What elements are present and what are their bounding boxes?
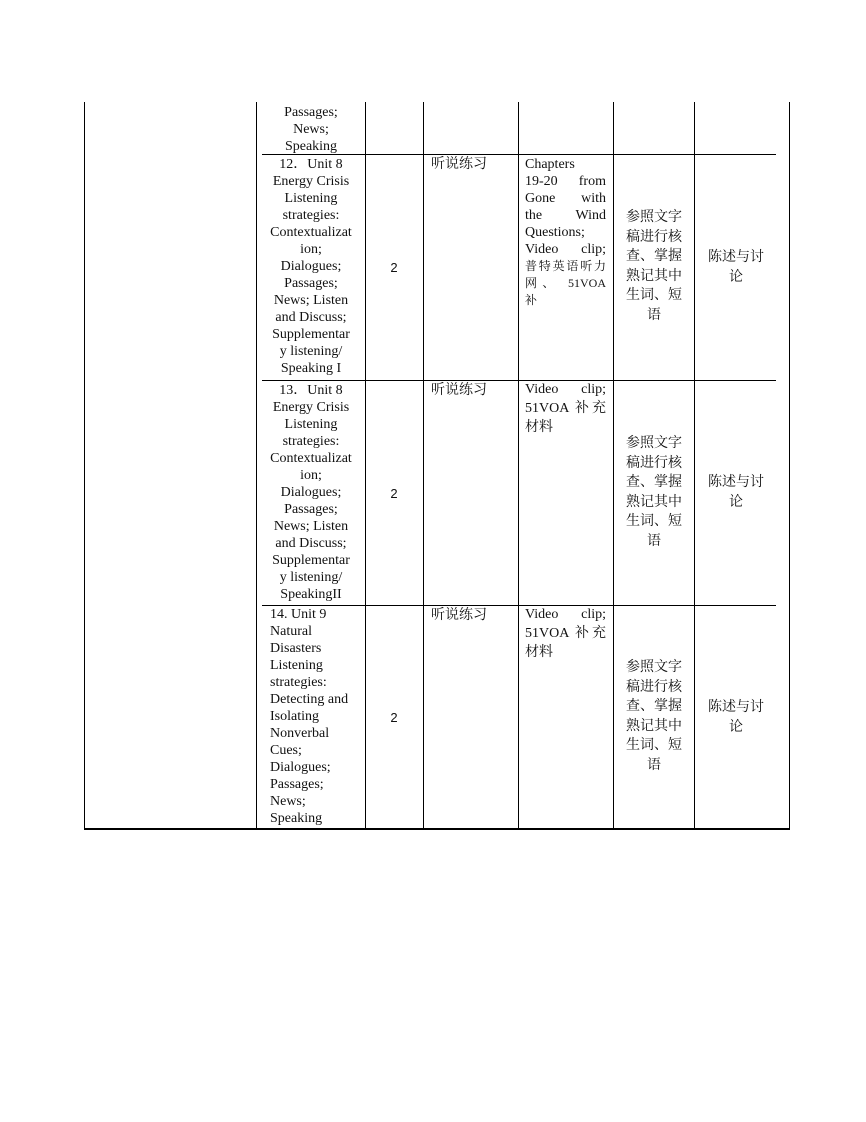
requirement-line: 语 — [647, 757, 661, 773]
row-14-method: 听说练习 — [431, 608, 487, 623]
row-13-method: 听说练习 — [431, 383, 487, 398]
topic-line: Speaking I — [280, 361, 342, 376]
continued-row-topic — [258, 104, 364, 155]
topic-line: and Discuss; — [275, 310, 347, 325]
topic-line: Supplementar — [272, 553, 350, 568]
topic-line: Listening — [284, 417, 338, 432]
topic-line: 14. Unit 9 — [270, 607, 327, 622]
topic-line: News; — [270, 794, 306, 809]
row-12-materials — [525, 156, 606, 309]
topic-line: Passages; — [284, 502, 338, 517]
row-14-requirement — [615, 658, 693, 775]
requirement-line: 查、掌握 — [626, 475, 682, 490]
topic-line: Passages; — [270, 777, 324, 792]
row-12-requirement — [615, 208, 693, 325]
material-line: Video clip; — [525, 382, 606, 397]
row-12-hours: 2 — [390, 260, 398, 275]
topic-line: Isolating — [270, 709, 319, 724]
row-13-requirement — [615, 434, 693, 551]
requirement-line: 熟记其中 — [626, 268, 682, 284]
column-divider-6 — [694, 102, 695, 829]
topic-line: Contextualizat — [270, 225, 352, 240]
topic-line: Detecting and — [270, 692, 349, 707]
requirement-line: 稿进行核 — [626, 455, 682, 471]
topic-line: Listening — [284, 191, 338, 206]
topic-line: Dialogues; — [280, 259, 342, 274]
row-12-assessment — [696, 248, 776, 287]
topic-line: Dialogues; — [280, 485, 342, 500]
row-13-hours: 2 — [390, 486, 398, 501]
assessment-line: 陈述与讨 — [708, 250, 764, 265]
column-divider-1 — [256, 102, 257, 829]
row-13-materials — [525, 380, 606, 437]
material-line: 补 — [525, 293, 538, 307]
topic-line: ion; — [300, 468, 322, 483]
requirement-line: 熟记其中 — [626, 718, 682, 734]
topic-line: News; — [293, 122, 329, 137]
material-line: 19-20 from — [525, 174, 606, 189]
row-14-materials — [525, 605, 606, 662]
material-line: 51VOA 补充 — [525, 626, 606, 641]
topic-line: News; Listen — [273, 519, 349, 534]
column-divider-4 — [518, 102, 519, 829]
table-border-left — [84, 102, 85, 829]
assessment-line: 陈述与讨 — [708, 700, 764, 715]
topic-line: 12．Unit 8 — [279, 157, 343, 172]
material-line: 材料 — [525, 420, 553, 435]
requirement-line: 语 — [647, 533, 661, 549]
row-14-hours: 2 — [390, 710, 398, 725]
assessment-line: 论 — [729, 269, 743, 285]
topic-line: Dialogues; — [270, 760, 331, 775]
topic-line: and Discuss; — [275, 536, 347, 551]
assessment-line: 陈述与讨 — [708, 475, 764, 490]
material-line: Questions; — [525, 225, 585, 240]
material-line: Gone with — [525, 191, 606, 206]
topic-line: Speaking — [284, 139, 338, 154]
topic-line: strategies: — [270, 675, 327, 690]
row-14-assessment — [696, 698, 776, 737]
table-border-right — [789, 102, 790, 829]
column-divider-5 — [613, 102, 614, 829]
requirement-line: 参照文字 — [626, 660, 682, 675]
material-line: Chapters — [525, 157, 575, 172]
requirement-line: 查、掌握 — [626, 249, 682, 264]
material-line: 网、 51VOA — [525, 276, 606, 290]
topic-line: y listening/ — [279, 570, 343, 585]
requirement-line: 语 — [647, 307, 661, 323]
topic-line: 13．Unit 8 — [279, 383, 343, 398]
topic-line: ion; — [300, 242, 322, 257]
requirement-line: 生词、短 — [626, 738, 682, 753]
topic-line: strategies: — [282, 208, 340, 223]
requirement-line: 熟记其中 — [626, 494, 682, 510]
row-divider-2 — [262, 380, 776, 381]
row-12-topic — [258, 156, 364, 377]
requirement-line: 查、掌握 — [626, 699, 682, 714]
topic-line: Passages; — [284, 105, 338, 120]
row-14-topic — [270, 606, 364, 827]
table-border-bottom — [84, 828, 790, 830]
topic-line: Natural — [270, 624, 312, 639]
material-line: Video clip; — [525, 242, 606, 257]
row-13-topic — [258, 382, 364, 603]
row-12-method: 听说练习 — [431, 157, 487, 172]
requirement-line: 参照文字 — [626, 210, 682, 225]
topic-line: Nonverbal — [270, 726, 330, 741]
material-line: 51VOA 补充 — [525, 401, 606, 416]
assessment-line: 论 — [729, 494, 743, 510]
assessment-line: 论 — [729, 719, 743, 735]
material-line: the Wind — [525, 208, 606, 223]
topic-line: y listening/ — [279, 344, 343, 359]
column-divider-3 — [423, 102, 424, 829]
topic-line: Contextualizat — [270, 451, 352, 466]
topic-line: News; Listen — [273, 293, 349, 308]
topic-line: Cues; — [270, 743, 302, 758]
topic-line: Passages; — [284, 276, 338, 291]
requirement-line: 生词、短 — [626, 514, 682, 529]
topic-line: Energy Crisis — [272, 400, 350, 415]
topic-line: strategies: — [282, 434, 340, 449]
topic-line: Disasters — [270, 641, 322, 656]
row-13-assessment — [696, 473, 776, 512]
topic-line: SpeakingII — [280, 587, 342, 602]
topic-line: Speaking — [270, 811, 323, 826]
topic-line: Supplementar — [272, 327, 350, 342]
material-line: 材料 — [525, 645, 553, 660]
requirement-line: 稿进行核 — [626, 679, 682, 695]
topic-line: Energy Crisis — [272, 174, 350, 189]
material-line: 普特英语听力 — [525, 259, 606, 273]
requirement-line: 生词、短 — [626, 288, 682, 303]
topic-line: Listening — [270, 658, 323, 673]
material-line: Video clip; — [525, 607, 606, 622]
requirement-line: 稿进行核 — [626, 229, 682, 245]
requirement-line: 参照文字 — [626, 436, 682, 451]
